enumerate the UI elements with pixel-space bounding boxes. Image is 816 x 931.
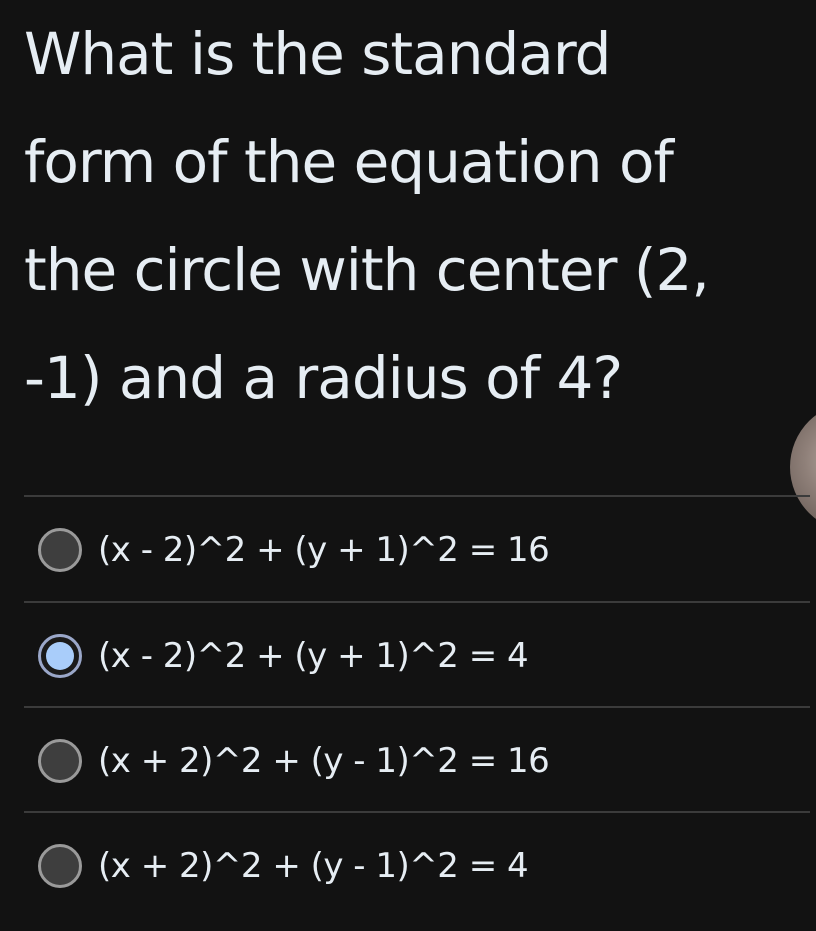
question-line: the circle with center (2,: [24, 236, 709, 304]
answer-option-4[interactable]: [24, 814, 810, 918]
divider: [24, 601, 810, 603]
answer-option-label[interactable]: (x - 2)^2 + (y + 1)^2 = 4: [98, 636, 529, 676]
answer-option-label[interactable]: (x + 2)^2 + (y - 1)^2 = 16: [98, 741, 550, 781]
radio-button-selected-icon[interactable]: [38, 634, 82, 678]
question-line: What is the standard: [24, 20, 611, 88]
divider: [24, 495, 810, 497]
radio-button-icon[interactable]: [38, 739, 82, 783]
question-line: -1) and a radius of 4?: [24, 344, 623, 412]
radio-button-icon[interactable]: [38, 844, 82, 888]
divider: [24, 811, 810, 813]
divider: [24, 706, 810, 708]
question-line: form of the equation of: [24, 128, 673, 196]
question-text: [24, 0, 804, 432]
answer-option-label[interactable]: (x - 2)^2 + (y + 1)^2 = 16: [98, 530, 550, 570]
answer-option-label[interactable]: (x + 2)^2 + (y - 1)^2 = 4: [98, 846, 529, 886]
answer-option-1[interactable]: [24, 498, 810, 602]
answer-option-3[interactable]: [24, 709, 810, 813]
answer-option-2[interactable]: [24, 604, 810, 708]
radio-button-icon[interactable]: [38, 528, 82, 572]
